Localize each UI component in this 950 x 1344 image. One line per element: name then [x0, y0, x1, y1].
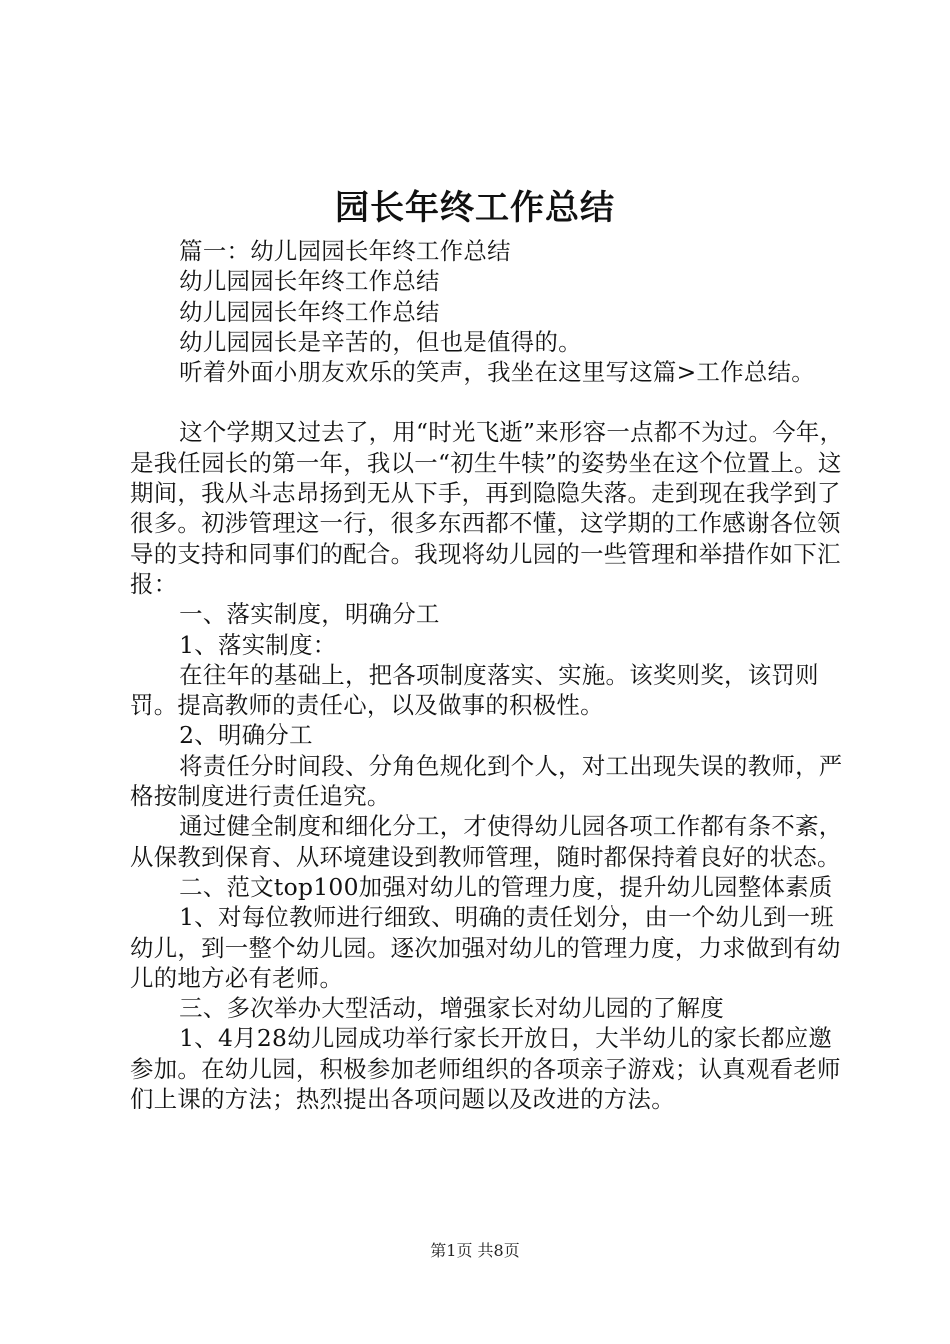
- paragraph-intro-2: 听着外面小朋友欢乐的笑声，我坐在这里写这篇>工作总结。: [179, 358, 815, 387]
- paragraph-teacher-duties: 1、对每位教师进行细致、明确的责任划分，由一个幼儿到一班幼儿，到一整个幼儿园。逐次加强对幼儿的管理力度，力求做到有幼儿的地方必有老师。: [130, 903, 841, 992]
- section-heading-2: 二、范文top100加强对幼儿的管理力度，提升幼儿园整体素质: [179, 872, 833, 901]
- paragraph-intro-1: 幼儿园园长是辛苦的，但也是值得的。: [179, 327, 582, 356]
- paragraph-semester-summary: 这个学期又过去了，用“时光飞逝”来形容一点都不为过。今年，是我任园长的第一年，我以一“初生牛犊”的姿势坐在这个位置上。这期间，我从斗志昂扬到无从下手，再到隐隐失落。走到现在我学到了很多。初涉管理这一行，很多东西都不懂，这学期的工作感谢各位领导的支持和同事们的配合。我现将幼儿园的一些管理和举措作如下汇报：: [130, 418, 844, 598]
- page-number: 第1页 共8页: [430, 1241, 520, 1260]
- section-heading-1: 一、落实制度，明确分工: [179, 600, 440, 629]
- paragraph-division: 将责任分时间段、分角色规化到个人，对工出现失误的教师，严格按制度进行责任追究。: [130, 751, 843, 811]
- document-title: 园长年终工作总结: [335, 188, 615, 228]
- paragraph-subtitle-1: 幼儿园园长年终工作总结: [179, 267, 440, 296]
- paragraph-result: 通过健全制度和细化分工，才使得幼儿园各项工作都有条不紊，从保教到保育、从环境建设到教师管理，随时都保持着良好的状态。: [130, 812, 843, 871]
- document-body: [130, 236, 850, 1114]
- paragraph-gap: [130, 387, 850, 417]
- paragraph-subtitle-2: 幼儿园园长年终工作总结: [179, 297, 440, 326]
- paragraph-heading-part-one: 篇一：幼儿园园长年终工作总结: [179, 237, 511, 265]
- paragraph-rules: 在往年的基础上，把各项制度落实、实施。该奖则奖，该罚则罚。提高教师的责任心，以及做事的积极性。: [130, 660, 819, 720]
- paragraph-open-day: 1、4月28幼儿园成功举行家长开放日，大半幼儿的家长都应邀参加。在幼儿园，积极参加老师组织的各项亲子游戏；认真观看老师们上课的方法；热烈提出各项问题以及改进的方法。: [130, 1024, 841, 1114]
- subsection-heading-1-2: 2、明确分工: [179, 721, 313, 750]
- subsection-heading-1-1: 1、落实制度：: [179, 630, 337, 659]
- section-heading-3: 三、多次举办大型活动，增强家长对幼儿园的了解度: [179, 994, 725, 1023]
